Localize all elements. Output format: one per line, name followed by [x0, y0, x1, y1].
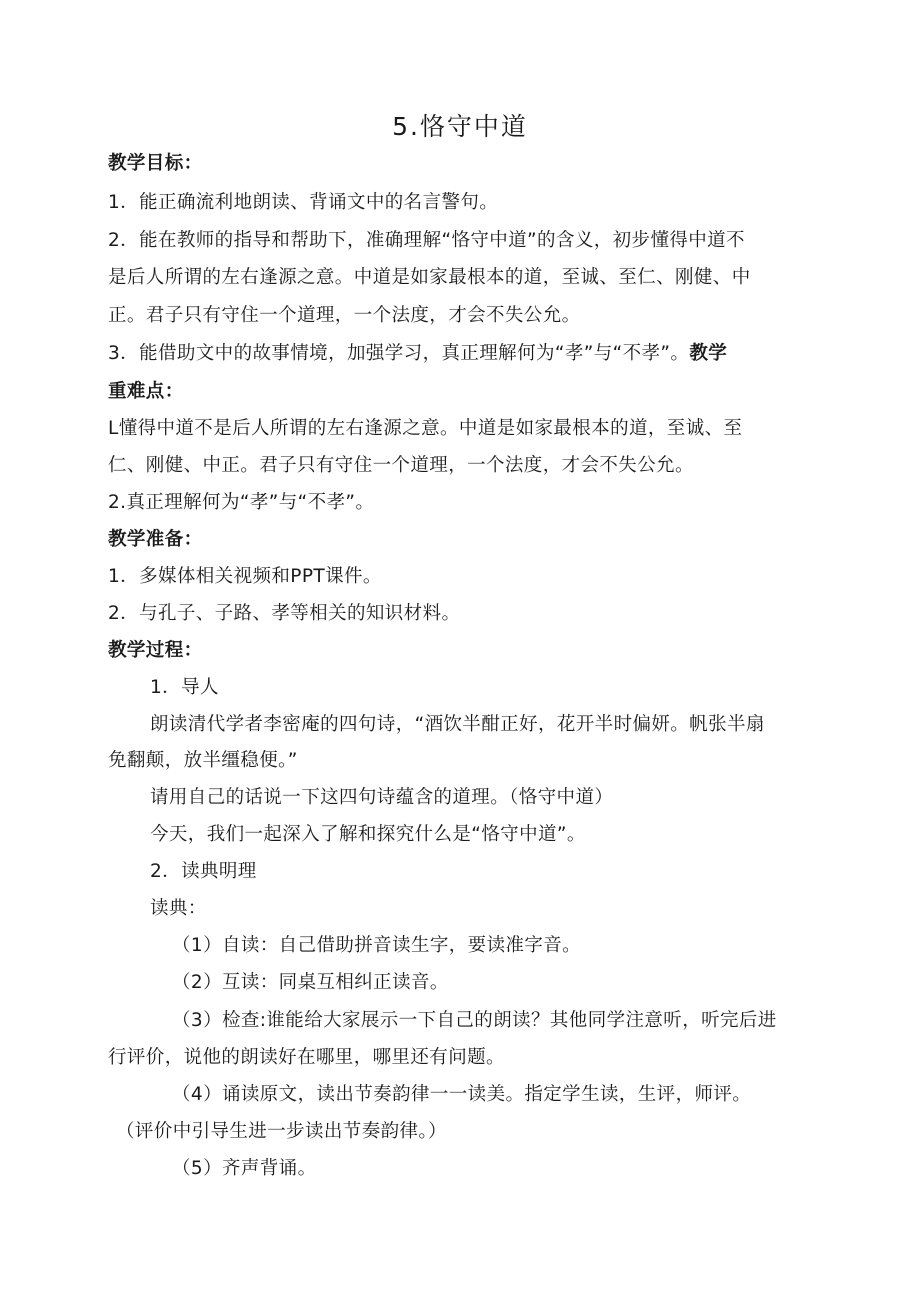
- key-points-heading-end: 重难点：: [108, 381, 184, 402]
- goal-item-1: 1．能正确流利地朗读、背诵文中的名言警句。: [108, 192, 499, 213]
- process-step-1: 1．导人: [150, 677, 219, 698]
- key-point-2: 2.真正理解何为“孝”与“不孝”。: [108, 492, 375, 513]
- goal-item-3-line-1: [108, 340, 727, 368]
- process-para-2: 请用自己的话说一下这四句诗蕴含的道理。（恪守中道）: [150, 787, 614, 808]
- prep-heading: 教学准备：: [108, 529, 203, 550]
- key-point-1-line-2: 仁、刚健、中正。君子只有守住一个道理，一个法度，才会不失公允。: [108, 455, 694, 476]
- process-para-1-line-1: 朗读清代学者李密庵的四句诗，“酒饮半酣正好，花开半时偏妍。帆张半扇: [150, 714, 765, 735]
- goal-item-2-line-3: 正。君子只有守住一个道理，一个法度，才会不失公允。: [108, 305, 581, 326]
- page-title: 5.恪守中道: [392, 112, 528, 141]
- process-step-2: 2．读典明理: [150, 861, 257, 882]
- prep-item-2: 2．与孔子、子路、孝等相关的知识材料。: [108, 603, 461, 624]
- key-point-1-line-1: L懂得中道不是后人所谓的左右逢源之意。中道是如家最根本的道，至诚、至: [108, 418, 743, 439]
- prep-item-1: 1．多媒体相关视频和PPT课件。: [108, 566, 382, 587]
- process-para-1-line-2: 免翻颠，放半缰稳便。”: [108, 750, 298, 771]
- read-item-4-line-2: （评价中引导生进一步读出节奏韵律。）: [116, 1121, 447, 1142]
- goal-item-2-line-1: 2．能在教师的指导和帮助下，准确理解“恪守中道”的含义，初步懂得中道不: [108, 230, 745, 251]
- process-para-3: 今天，我们一起深入了解和探究什么是“恪守中道”。: [150, 824, 586, 845]
- read-item-5: （5）齐声背诵。: [172, 1158, 317, 1179]
- read-item-4-line-1: （4）诵读原文，读出节奏韵律一一读美。指定学生读，生评，师评。: [172, 1084, 752, 1105]
- read-item-1: （1）自读：自己借助拼音读生字，要读准字音。: [172, 935, 582, 956]
- process-heading: 教学过程：: [108, 640, 203, 661]
- key-points-heading-start: 教学: [689, 343, 728, 364]
- goal-item-2-line-2: 是后人所谓的左右逢源之意。中道是如家最根本的道，至诚、至仁、刚健、中: [108, 267, 751, 288]
- goals-heading: 教学目标：: [108, 153, 203, 174]
- read-item-2: （2）互读：同桌互相纠正读音。: [172, 972, 449, 993]
- goal-item-3-text: 3．能借助文中的故事情境，加强学习，真正理解何为“孝”与“不孝”。: [108, 343, 690, 364]
- read-item-3-line-1: （3）检查:谁能给大家展示一下自己的朗读？其他同学注意听，听完后进: [172, 1010, 777, 1031]
- read-item-3-line-2: 行评价，说他的朗读好在哪里，哪里还有问题。: [108, 1047, 505, 1068]
- read-label: 读典：: [150, 898, 207, 919]
